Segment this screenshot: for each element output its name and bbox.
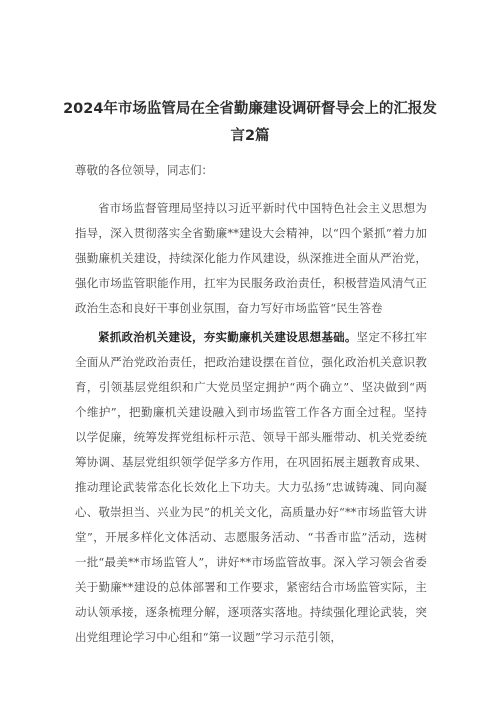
paragraph-body: 坚定不移扛牢全面从严治党政治责任，把政治建设摆在首位，强化政治机关意识教育，引领基层党组织和广大党员坚定拥护“两个确立”、坚决做到“两个维护”，把勤廉机关建设融入到市场监管工作各方面全过程。坚持以学促廉，统筹发挥党组标杆示范、领导干部头雁带动、机关党委统筹协调、基层党组织领学促学多方作用，在巩固拓展主题教育成果、推动理论武装常态化长效化上下功夫。大力弘扬“忠诚铸魂、同向凝心、敬崇担当、兴业为民”的机关文化，高质量办好“**市场监管大讲堂”，开展多样化文体活动、志愿服务活动、“书香市监”活动，选树一批“最美**市场监管人”，讲好**市场监管故事。深入学习领会省委关于勤廉**建设的总体部署和工作要求，紧密结合市场监管实际，主动认领承接，逐条梳理分解，逐项落实落地。持续强化理论武装，突出党组理论学习中心组和“第一议题”学习示范引领， xyxy=(75,330,427,644)
document-title: 2024年市场监管局在全省勤廉建设调研督导会上的汇报发言2篇 xyxy=(63,101,437,144)
paragraph-lead-heading: 紧抓政治机关建设，夯实勤廉机关建设思想基础。 xyxy=(98,330,357,344)
salutation: 尊敬的各位领导，同志们： xyxy=(75,163,213,177)
paragraph-political-construction xyxy=(75,325,427,650)
paragraph-intro: 省市场监督管理局坚持以习近平新时代中国特色社会主义思想为指导，深入贯彻落实全省勤廉**建设大会精神，以“四个紧抓”着力加强勤廉机关建设，持续深化能力作风建设，纵深推进全面从严治党，强化市场监管职能作用，扛牢为民服务政治责任，积极营造风清气正政治生态和良好干事创业氛围，奋力写好市场监管“民生答卷 xyxy=(75,201,427,315)
